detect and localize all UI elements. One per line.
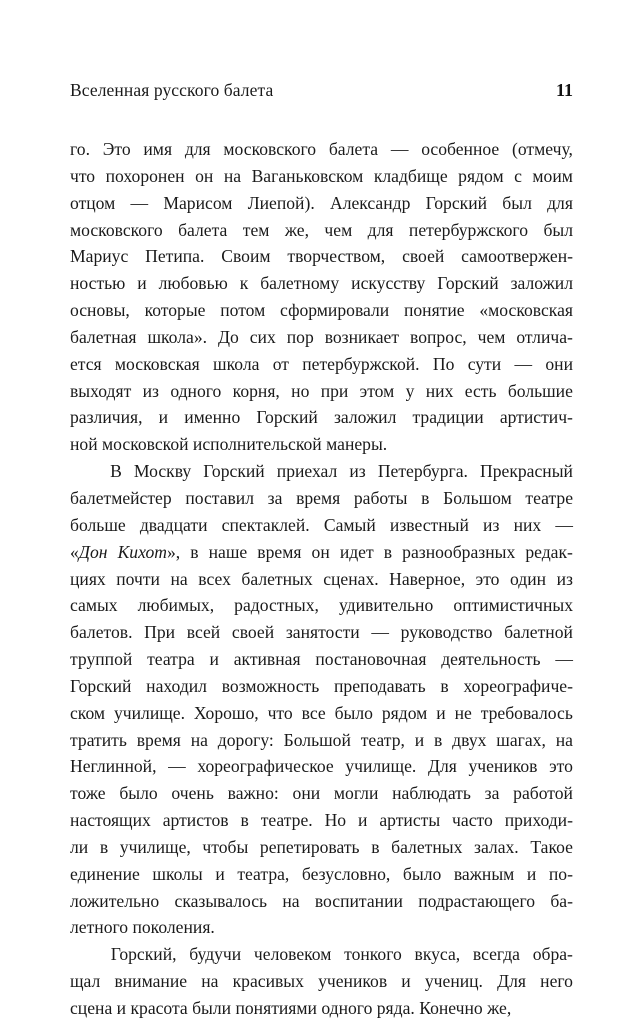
word: в: [371, 836, 380, 857]
word: самоотвержен-: [461, 246, 573, 267]
word: моим: [532, 165, 573, 186]
word: при: [320, 380, 349, 401]
word: в: [240, 810, 249, 831]
word: Марисом: [163, 192, 233, 213]
word: заложил: [510, 273, 573, 294]
paragraph-indent: [70, 458, 98, 485]
word: для: [184, 139, 211, 159]
word: могли: [333, 783, 379, 804]
word: Такое: [530, 836, 573, 857]
word: один: [510, 568, 547, 589]
word: было: [119, 783, 158, 804]
word: театра: [147, 649, 195, 670]
word: время: [296, 487, 341, 508]
word: —: [555, 514, 573, 535]
word: всей: [186, 622, 221, 643]
word: из: [556, 568, 573, 589]
word: балетной: [504, 622, 573, 643]
word: —: [390, 139, 409, 159]
word: он: [195, 165, 214, 186]
word: и: [358, 810, 368, 831]
word: До: [217, 326, 239, 347]
word: важным: [453, 863, 515, 884]
word: это: [549, 756, 573, 777]
word: московская: [114, 353, 200, 374]
word: похоронен: [105, 165, 185, 186]
word: любимых,: [137, 595, 215, 616]
word: чем: [477, 326, 506, 347]
text-line: [70, 673, 573, 700]
word: театре.: [260, 810, 313, 831]
text-line: [70, 243, 573, 270]
word: и: [137, 273, 147, 294]
text-line: летного поколения.: [70, 917, 215, 938]
text-line: [70, 485, 573, 512]
word: учеников: [318, 971, 388, 992]
word: московского: [70, 219, 163, 240]
word: и: [401, 971, 411, 992]
word: двадцати: [139, 514, 208, 535]
word: для: [367, 219, 394, 240]
word: в: [434, 729, 443, 750]
word: —: [555, 649, 573, 670]
word: Горский: [70, 675, 132, 696]
text-line: ной московской исполнительской манеры.: [70, 434, 388, 455]
word: —: [130, 192, 149, 213]
running-head: [70, 80, 573, 106]
word: балетных: [241, 568, 313, 589]
word: важно:: [227, 783, 279, 804]
word: Ваганьковском: [251, 165, 364, 186]
word: двух: [452, 729, 487, 750]
word: разнообразных: [402, 541, 516, 562]
word: тоже: [70, 783, 106, 804]
text-line: [70, 807, 573, 834]
word: Горский: [425, 192, 488, 213]
word: театра,: [237, 863, 290, 884]
word: пор: [286, 326, 314, 347]
text-line: [70, 351, 573, 378]
word: в: [383, 541, 393, 562]
word: постановочная: [315, 649, 427, 670]
word: очень: [171, 783, 214, 804]
word: сказывалось: [174, 890, 268, 911]
text-line: [70, 163, 573, 190]
word: Горский: [437, 273, 499, 294]
word: находил: [146, 675, 207, 696]
word: Кихот»,: [117, 541, 181, 562]
word: училище,: [119, 836, 191, 857]
word: —: [168, 756, 186, 777]
word: из: [349, 461, 366, 482]
word: идет: [339, 541, 374, 562]
text-line: [70, 512, 573, 539]
word: (отмечу,: [511, 139, 573, 159]
word: театр,: [360, 729, 405, 750]
word: Для: [427, 756, 457, 777]
word: редак-: [525, 541, 573, 562]
word: корня,: [232, 380, 280, 401]
word: школа».: [147, 326, 208, 347]
word: балета: [178, 219, 228, 240]
word: и: [215, 863, 225, 884]
word: щал: [70, 971, 101, 992]
word: за: [267, 487, 283, 508]
text-line: сцена и красота были понятиями одного ряда. Конечно же,: [70, 998, 512, 1018]
word: всегда: [472, 944, 520, 965]
word: же,: [284, 219, 309, 240]
word: требовалось: [480, 702, 573, 723]
word: в: [440, 675, 449, 696]
word: артистов: [162, 810, 229, 831]
body-text: [70, 136, 573, 1022]
word: но: [291, 380, 310, 401]
word: с: [514, 165, 522, 186]
word: Лиепой).: [247, 192, 315, 213]
word: Неглинной,: [70, 756, 157, 777]
word: подрастающего: [418, 890, 536, 911]
word: балетных: [391, 836, 463, 857]
text-line: [70, 646, 573, 673]
word: Своим: [221, 246, 271, 267]
word: почти: [116, 568, 160, 589]
word: Для: [497, 971, 526, 992]
word: шагах,: [496, 729, 546, 750]
word: одного: [170, 380, 222, 401]
text-line: [70, 700, 573, 727]
word: в: [421, 487, 430, 508]
text-line: [70, 404, 573, 431]
word: единение: [70, 863, 140, 884]
italic-title: Дон: [78, 541, 108, 562]
word: имя: [143, 139, 173, 159]
word: удивительно: [338, 595, 434, 616]
text-line: [70, 727, 573, 754]
word: —: [371, 622, 389, 643]
word: основы,: [70, 300, 130, 321]
word: было: [334, 702, 373, 723]
word: сценах.: [323, 568, 379, 589]
word: Мариус: [70, 246, 129, 267]
word: все: [301, 702, 326, 723]
text-line: [70, 888, 573, 915]
word: рядом: [381, 702, 428, 723]
word: Наверное,: [389, 568, 466, 589]
word: воспитании: [314, 890, 403, 911]
word: сути: [467, 353, 502, 374]
word: При: [144, 622, 176, 643]
word: и: [158, 407, 169, 428]
italic-title: Кихот: [117, 541, 167, 562]
word: школа: [213, 353, 260, 374]
word: возможность: [221, 675, 320, 696]
word: деятельность: [441, 649, 541, 670]
word: на: [201, 971, 219, 992]
word: «Дон: [70, 541, 108, 562]
word: искусству: [351, 273, 426, 294]
word: понятие: [403, 300, 465, 321]
word: артисты: [379, 810, 441, 831]
word: отлича-: [516, 326, 573, 347]
word: циях: [70, 568, 106, 589]
word: училище.: [345, 756, 417, 777]
word: хореографическое: [197, 756, 334, 777]
word: поставил: [185, 487, 254, 508]
word: сих: [249, 326, 276, 347]
word: время: [257, 541, 302, 562]
text-line: [70, 270, 573, 297]
word: обра-: [532, 944, 573, 965]
word: ли: [70, 836, 89, 857]
word: на: [282, 890, 300, 911]
word: сформировали: [280, 300, 390, 321]
word: дорогу:: [217, 729, 274, 750]
word: ется: [70, 353, 102, 374]
word: Это: [102, 139, 131, 159]
text-line: [70, 190, 573, 217]
word: для: [547, 192, 573, 213]
word: был: [502, 192, 532, 213]
word: Большой: [283, 729, 351, 750]
word: различия,: [70, 407, 143, 428]
text-line: [70, 324, 573, 351]
word: было: [402, 863, 442, 884]
text-line: [70, 378, 573, 405]
word: в: [190, 541, 199, 562]
word: что: [267, 702, 293, 723]
word: учениц.: [424, 971, 483, 992]
word: работой: [513, 783, 573, 804]
word: залах.: [474, 836, 519, 857]
text-line: [70, 566, 573, 593]
word: особенное: [421, 139, 500, 159]
word: на: [170, 568, 188, 589]
word: Александр: [329, 192, 411, 213]
word: красивых: [232, 971, 304, 992]
word: ложительно: [70, 890, 160, 911]
word: возникает: [324, 326, 400, 347]
word: настоящих: [70, 810, 151, 831]
word: оптимистичных: [453, 595, 573, 616]
word: своей: [402, 246, 445, 267]
word: Большом: [443, 487, 512, 508]
word: вопрос,: [410, 326, 467, 347]
word: спектаклей.: [221, 514, 310, 535]
word: го.: [70, 139, 90, 159]
word: есть: [464, 380, 497, 401]
word: занятости: [285, 622, 360, 643]
word: наблюдать: [392, 783, 471, 804]
word: потом: [220, 300, 266, 321]
page-number: 11: [555, 80, 573, 100]
word: тратить: [70, 729, 127, 750]
word: по-: [548, 863, 573, 884]
word: не: [454, 702, 472, 723]
word: на: [190, 729, 208, 750]
word: Петипа.: [145, 246, 205, 267]
word: часто: [452, 810, 493, 831]
word: всех: [198, 568, 231, 589]
word: балетная: [70, 326, 137, 347]
word: —: [514, 353, 533, 374]
word: от: [272, 353, 289, 374]
word: Петербурга.: [377, 461, 468, 482]
word: отцом: [70, 192, 116, 213]
word: школы: [152, 863, 203, 884]
text-line: [70, 619, 573, 646]
word: на: [555, 729, 573, 750]
word: что: [70, 165, 96, 186]
word: заложил: [333, 407, 397, 428]
text-line: [70, 834, 573, 861]
word: него: [540, 971, 573, 992]
word: балетному: [260, 273, 340, 294]
word: из: [142, 380, 159, 401]
word: известный: [389, 514, 469, 535]
word: них: [425, 380, 454, 401]
word: чем: [324, 219, 353, 240]
word: учеников: [468, 756, 538, 777]
word: училище.: [113, 702, 185, 723]
word: Горский,: [110, 944, 177, 965]
word: приехал: [276, 461, 338, 482]
word: и: [209, 649, 219, 670]
word: радостных,: [234, 595, 319, 616]
paragraph-indent: [70, 941, 98, 968]
word: вкуса,: [414, 944, 461, 965]
word: ностью: [70, 273, 126, 294]
word: традиции: [412, 407, 484, 428]
word: которые: [144, 300, 206, 321]
word: на: [223, 165, 242, 186]
word: наше: [208, 541, 248, 562]
word: он: [311, 541, 330, 562]
word: за: [484, 783, 500, 804]
word: московского: [223, 139, 317, 159]
word: Хорошо,: [193, 702, 259, 723]
word: балетмейстер: [70, 487, 172, 508]
word: тем: [242, 219, 270, 240]
word: театре: [525, 487, 573, 508]
text-line: [70, 592, 573, 619]
word: артистич-: [499, 407, 573, 428]
word: чтобы: [202, 836, 249, 857]
word: у: [405, 380, 415, 401]
text-line: [70, 780, 573, 807]
text-line: [70, 861, 573, 888]
word: они: [545, 353, 573, 374]
word: этом: [359, 380, 395, 401]
text-line: [70, 458, 573, 485]
word: хореографиче-: [463, 675, 573, 696]
word: преподавать: [334, 675, 426, 696]
word: петербуржского: [408, 219, 528, 240]
word: ба-: [550, 890, 573, 911]
running-head-title: Вселенная русского балета: [70, 80, 274, 100]
text-line: [70, 217, 573, 244]
paragraph-1: [70, 136, 573, 458]
word: рядом: [458, 165, 504, 186]
word: В: [110, 461, 122, 482]
word: из: [483, 514, 500, 535]
word: Но: [324, 810, 347, 831]
word: больше: [70, 514, 126, 535]
word: к: [239, 273, 249, 294]
word: Горский: [256, 407, 318, 428]
word: Самый: [323, 514, 376, 535]
word: «московская: [479, 300, 573, 321]
text-line: [70, 941, 573, 968]
word: своей: [231, 622, 275, 643]
word: труппой: [70, 649, 133, 670]
word: Москву: [133, 461, 192, 482]
word: и: [414, 729, 425, 750]
paragraph-2: [70, 458, 573, 941]
text-line: [70, 297, 573, 324]
text-line: [70, 753, 573, 780]
word: был: [543, 219, 573, 240]
word: будучи: [189, 944, 242, 965]
word: они: [292, 783, 321, 804]
text-line: [70, 539, 573, 566]
word: балетов.: [70, 622, 133, 643]
word: приходи-: [504, 810, 573, 831]
word: тонкого: [344, 944, 402, 965]
word: и: [526, 863, 537, 884]
word: самых: [70, 595, 118, 616]
text-line: [70, 968, 573, 995]
word: человеком: [253, 944, 332, 965]
word: репетировать: [259, 836, 360, 857]
word: именно: [184, 407, 241, 428]
word: активная: [233, 649, 301, 670]
word: них: [513, 514, 542, 535]
word: творчеством,: [287, 246, 386, 267]
text-line: [70, 136, 573, 163]
word: это: [475, 568, 500, 589]
word: большие: [507, 380, 573, 401]
word: По: [432, 353, 455, 374]
word: безусловно,: [301, 863, 391, 884]
word: время: [136, 729, 181, 750]
word: Горский: [203, 461, 265, 482]
word: балета: [328, 139, 379, 159]
word: и: [436, 702, 446, 723]
word: в: [99, 836, 109, 857]
word: руководство: [400, 622, 493, 643]
word: выходят: [70, 380, 132, 401]
word: внимание: [114, 971, 188, 992]
paragraph-3: [70, 941, 573, 1022]
word: Прекрасный: [480, 461, 573, 482]
word: петербуржской.: [302, 353, 420, 374]
word: работы: [353, 487, 408, 508]
word: кладбище: [373, 165, 448, 186]
word: ском: [70, 702, 106, 723]
word: любовью: [158, 273, 228, 294]
